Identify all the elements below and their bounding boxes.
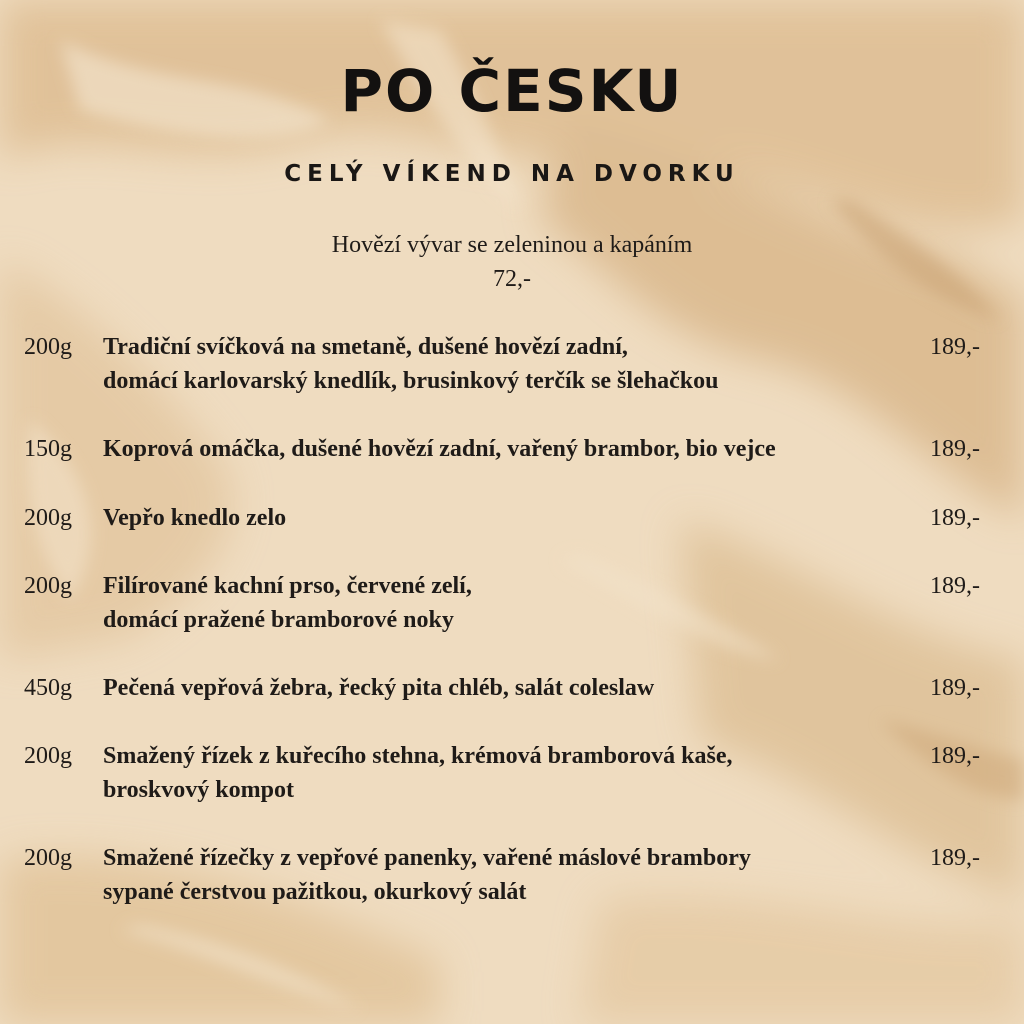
item-description-line: Filírované kachní prso, červené zelí, (103, 573, 472, 599)
item-description (103, 671, 903, 705)
item-price: 189,- (930, 743, 980, 769)
item-description (103, 569, 903, 637)
item-description-line: Smažený řízek z kuřecího stehna, krémová bramborová kaše, (103, 743, 733, 769)
item-weight: 450g (24, 675, 72, 701)
item-description-line: domácí karlovarský knedlík, brusinkový terčík se šlehačkou (103, 368, 719, 394)
item-description (103, 432, 903, 466)
soup-name: Hovězí vývar se zeleninou a kapáním (331, 232, 693, 258)
item-description (103, 739, 903, 807)
menu-title: PO ČESKU (340, 57, 684, 125)
item-weight: 200g (24, 743, 72, 769)
item-description-line: Pečená vepřová žebra, řecký pita chléb, salát coleslaw (103, 675, 655, 701)
item-description-line: domácí pražené bramborové noky (103, 607, 454, 633)
item-price: 189,- (930, 436, 980, 462)
item-weight: 200g (24, 573, 72, 599)
item-description-line: Vepřo knedlo zelo (103, 505, 287, 531)
item-weight: 200g (24, 505, 72, 531)
item-description-line: Tradiční svíčková na smetaně, dušené hovězí zadní, (103, 334, 628, 360)
soup-price: 72,- (493, 266, 531, 292)
item-price: 189,- (930, 675, 980, 701)
item-weight: 150g (24, 436, 72, 462)
item-description-line: Koprová omáčka, dušené hovězí zadní, vařený brambor, bio vejce (103, 436, 776, 462)
item-price: 189,- (930, 573, 980, 599)
soup-of-the-day (0, 228, 1024, 296)
item-weight: 200g (24, 334, 72, 360)
item-description (103, 841, 903, 909)
item-description-line: Smažené řízečky z vepřové panenky, vařené máslové brambory (103, 845, 751, 871)
item-weight: 200g (24, 845, 72, 871)
menu-subtitle: CELÝ VÍKEND NA DVORKU (284, 161, 740, 187)
item-description-line: broskvový kompot (103, 777, 294, 803)
item-description-line: sypané čerstvou pažitkou, okurkový salát (103, 879, 527, 905)
item-price: 189,- (930, 845, 980, 871)
item-description (103, 330, 903, 398)
item-price: 189,- (930, 505, 980, 531)
item-description (103, 501, 903, 535)
item-price: 189,- (930, 334, 980, 360)
